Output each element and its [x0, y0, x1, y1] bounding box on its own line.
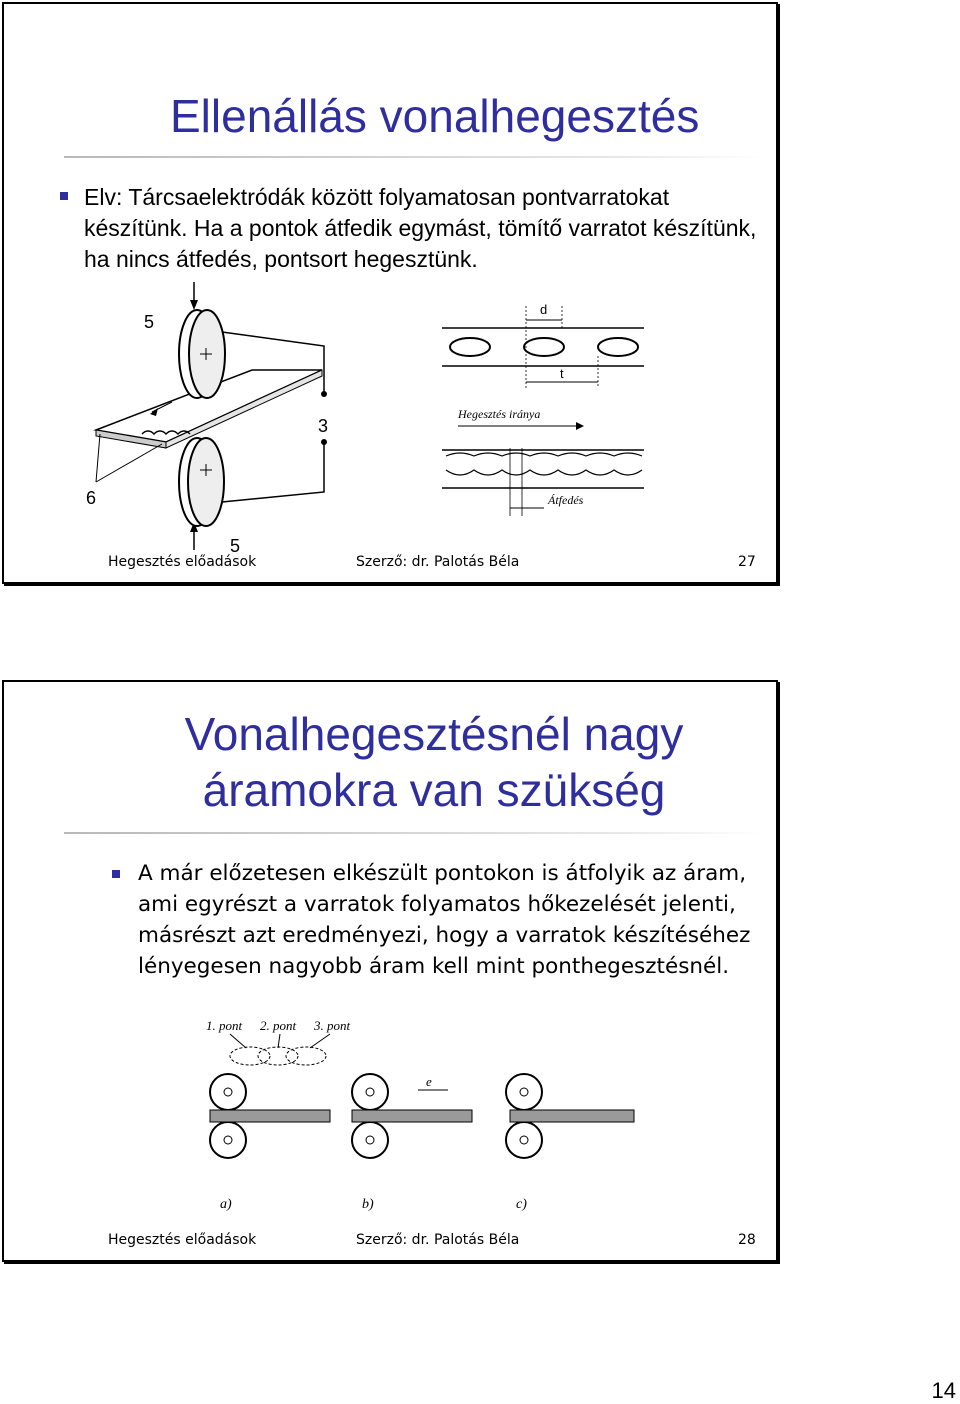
bullet-text: A már előzetesen elkészült pontokon is átfolyik az áram, ami egyrészt a varratok folyamatos hőkezelését jelenti, másrészt azt eredményezi, hogy a varratok készítéséhez lényegesen nagyobb áram kell mint ponthegesztésnél. — [138, 861, 751, 979]
title-divider — [64, 156, 764, 158]
slide-title: Ellenállás vonalhegesztés — [170, 90, 700, 142]
label-6: 6 — [86, 488, 97, 508]
label-3: 3 — [318, 416, 329, 436]
footer-author: Szerző: dr. Palotás Béla — [356, 554, 520, 570]
label-5-bottom: 5 — [230, 536, 241, 552]
page-number: 14 — [931, 1378, 956, 1403]
config-b — [352, 1074, 472, 1158]
label-d: d — [540, 302, 548, 317]
slide-28 — [2, 680, 778, 1262]
bullet-marker — [112, 870, 120, 878]
label-overlap: Átfedés — [548, 493, 584, 507]
footer-author: Szerző: dr. Palotás Béla — [356, 1232, 520, 1248]
label-c: c) — [516, 1197, 527, 1212]
bullet-text: Elv: Tárcsaelektródák között folyamatosan pontvarratokat készítünk. Ha a pontok átfedik egymást, tömítő varratot készítünk, ha nincs átfedés, pontsort hegesztünk. — [84, 184, 757, 272]
footer-slide-number: 28 — [738, 1232, 756, 1248]
label-a: a) — [220, 1197, 232, 1212]
footer-slide-number: 27 — [738, 554, 756, 570]
weld-spacing-diagram — [436, 298, 736, 518]
slide-title — [124, 706, 744, 818]
slide-27 — [2, 2, 778, 584]
slide-title-line-2: áramokra van szükség — [202, 764, 666, 816]
footer-course: Hegesztés előadások — [108, 1232, 257, 1248]
label-5-top: 5 — [144, 312, 155, 332]
config-c — [506, 1074, 634, 1158]
config-a — [210, 1074, 330, 1158]
footer-course: Hegesztés előadások — [108, 554, 257, 570]
label-welding-direction: Hegesztés iránya — [458, 407, 541, 421]
bullet-marker — [60, 192, 68, 200]
label-e: e — [426, 1074, 432, 1089]
label-t: t — [560, 366, 564, 381]
label-point-3: 3. pont — [314, 1018, 351, 1033]
label-point-1: 1. pont — [206, 1018, 243, 1033]
label-b: b) — [362, 1197, 374, 1212]
title-divider — [64, 832, 764, 834]
slide-title-line-1: Vonalhegesztésnél nagy — [184, 708, 684, 760]
roller-configuration-diagram — [190, 1012, 638, 1220]
seam-welding-roller-diagram — [82, 282, 332, 552]
label-point-2: 2. pont — [260, 1018, 297, 1033]
